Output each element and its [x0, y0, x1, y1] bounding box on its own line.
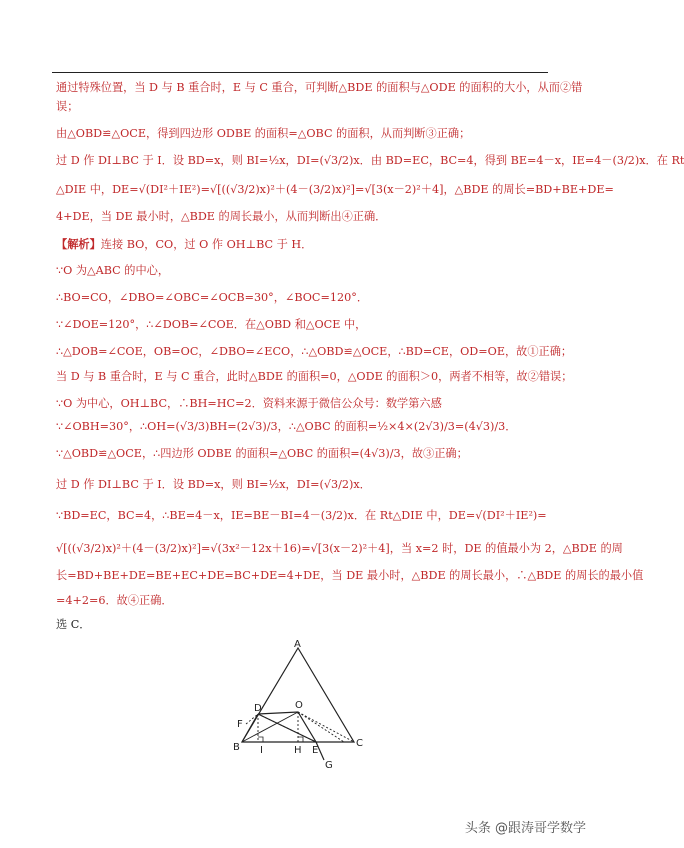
text-line: ∴BO=CO，∠DBO=∠OBC=∠OCB=30°，∠BOC=120°．	[56, 291, 369, 304]
text-line: ∵O 为△ABC 的中心，	[56, 264, 170, 277]
label-o: O	[295, 700, 303, 711]
label-i: I	[260, 745, 263, 756]
text-line: ∵BD=EC，BC=4，∴BE=4－x，IE=BE－BI=4－(3/2)x．在 Rt△DIE 中，DE=√(DI²＋IE²)=	[56, 509, 547, 522]
label-d: D	[254, 703, 262, 714]
text-line: 长=BD+BE+DE=BE+EC+DE=BC+DE=4+DE，当 DE 最小时，△BDE 的周长最小，∴△BDE 的周长的最小值	[56, 569, 644, 582]
label-g: G	[325, 760, 333, 771]
text-line: 误；	[56, 100, 79, 113]
text-line: ∵∠OBH=30°，∴OH=(√3/3)BH=(2√3)/3，∴△OBC 的面积=½×4×(2√3)/3=(4√3)/3．	[56, 420, 517, 433]
watermark: 头条 @跟涛哥学数学	[464, 821, 586, 836]
analysis-tag: 【解析】	[56, 237, 101, 251]
text-line: 当 D 与 B 重合时，E 与 C 重合，此时△BDE 的面积=0，△ODE 的面积＞0，两者不相等，故②错误；	[56, 370, 573, 383]
segment-oi	[298, 712, 344, 742]
label-a: A	[294, 639, 301, 650]
right-angle-i	[258, 737, 263, 742]
top-rule	[52, 72, 548, 73]
text-line: △DIE 中，DE=√(DI²＋IE²)=√[((√3/2)x)²＋(4－(3/2)x)²]=√[3(x－2)²＋4]，△BDE 的周长=BD+BE+DE=	[56, 183, 614, 196]
answer-line: 选 C．	[56, 618, 91, 631]
label-e: E	[312, 745, 319, 756]
triangle-abc	[242, 648, 354, 742]
label-f: F	[237, 719, 243, 730]
right-angle-h	[298, 737, 303, 742]
analysis-line	[56, 236, 546, 253]
text-line: ∵∠DOE=120°，∴∠DOB=∠COE．在△OBD 和△OCE 中，	[56, 318, 367, 331]
analysis-text: 连接 BO，CO，过 O 作 OH⊥BC 于 H．	[100, 238, 313, 251]
label-b: B	[233, 742, 240, 753]
text-line: 过 D 作 DI⊥BC 于 I．设 BD=x，则 BI=½x，DI=(√3/2)x．	[56, 478, 371, 491]
text-line: 由△OBD≌△OCE，得到四边形 ODBE 的面积=△OBC 的面积，从而判断③正确；	[56, 127, 471, 140]
geometry-figure	[232, 638, 380, 770]
text-line: ∴△DOB=∠COE，OB=OC，∠DBO=∠ECO，∴△OBD≌△OCE，∴BD=CE，OD=OE，故①正确；	[56, 345, 573, 358]
text-line: 4+DE，当 DE 最小时，△BDE 的周长最小，从而判断出④正确．	[56, 210, 387, 223]
quad-odbe	[258, 712, 316, 742]
text-line: ∵△OBD≌△OCE，∴四边形 ODBE 的面积=△OBC 的面积=(4√3)/3，故③正确；	[56, 447, 468, 460]
text-line: ∵O 为中心，OH⊥BC，∴BH=HC=2．资料来源于微信公众号：数学第六感	[56, 397, 442, 410]
text-line: 过 D 作 DI⊥BC 于 I．设 BD=x，则 BI=½x，DI=(√3/2)x．由 BD=EC，BC=4，得到 BE=4－x，IE=4－(3/2)x．在 Rt	[56, 154, 684, 167]
text-line: √[((√3/2)x)²＋(4－(3/2)x)²]=√(3x²－12x＋16)=√[3(x－2)²＋4]，当 x=2 时，DE 的值最小为 2，△BDE 的周	[56, 542, 623, 555]
label-c: C	[356, 738, 363, 749]
label-h: H	[294, 745, 302, 756]
text-line: 通过特殊位置，当 D 与 B 重合时，E 与 C 重合，可判断△BDE 的面积与△ODE 的面积的大小，从而②错	[56, 81, 583, 94]
text-line: =4+2=6．故④正确．	[56, 594, 173, 607]
